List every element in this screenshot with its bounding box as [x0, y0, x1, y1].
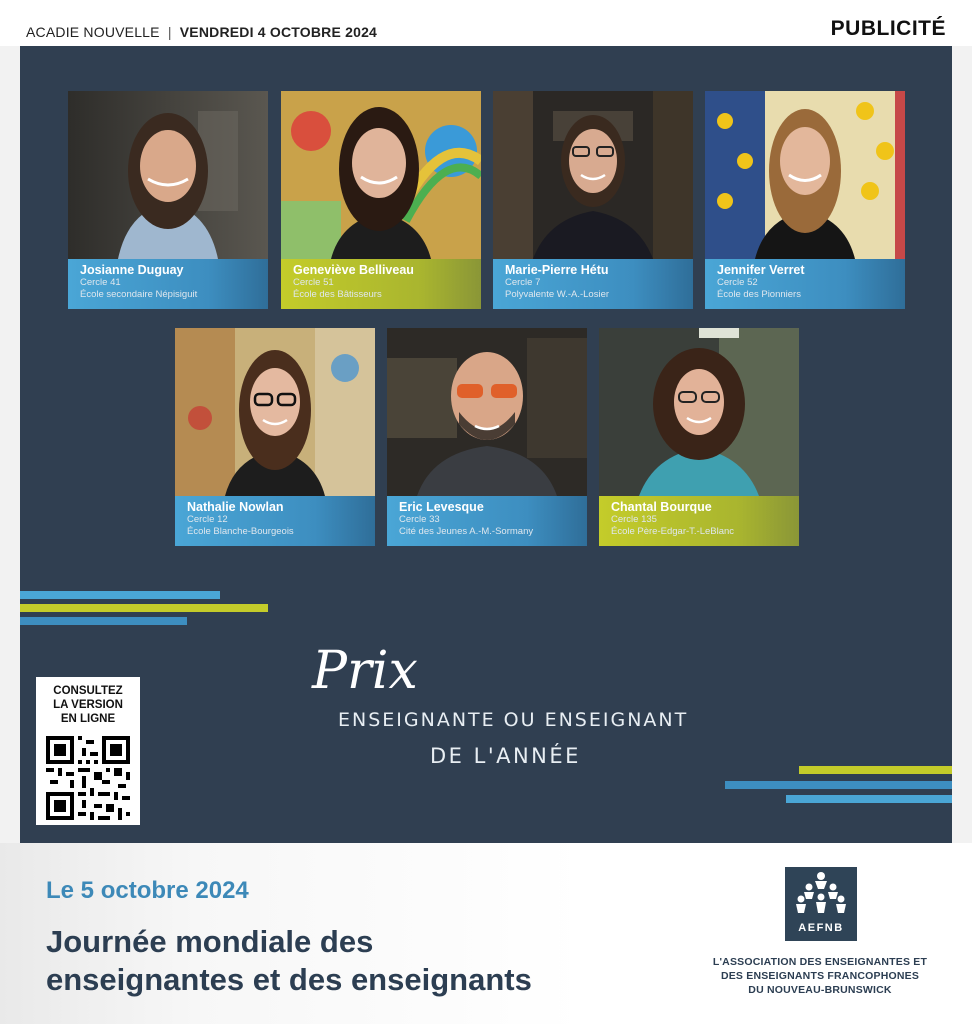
- teacher-card: [493, 91, 693, 309]
- teacher-caption: [387, 496, 587, 546]
- teacher-card: [705, 91, 905, 309]
- decorative-stripe: [20, 604, 268, 612]
- teacher-circle: Cercle 7: [505, 277, 541, 288]
- qr-label-line1: CONSULTEZ: [53, 685, 123, 697]
- decorative-stripe: [20, 591, 220, 599]
- teacher-circle: Cercle 12: [187, 514, 228, 525]
- teacher-school: École Blanche-Bourgeois: [187, 526, 294, 537]
- teacher-caption: [68, 259, 268, 309]
- event-title: [46, 923, 686, 999]
- teacher-photo: [387, 328, 587, 496]
- organization-name: [700, 955, 940, 997]
- award-panel: [20, 46, 952, 843]
- event-title-line1: Journée mondiale des: [46, 924, 374, 959]
- teacher-photo: [175, 328, 375, 496]
- decorative-stripe: [786, 795, 952, 803]
- teacher-circle: Cercle 52: [717, 277, 758, 288]
- teacher-school: Cité des Jeunes A.-M.-Sormany: [399, 526, 534, 537]
- qr-code-box[interactable]: [36, 677, 140, 825]
- teacher-photo: [599, 328, 799, 496]
- decorative-stripe: [799, 766, 952, 774]
- teacher-school: Polyvalente W.-A.-Losier: [505, 289, 610, 300]
- teacher-school: École des Bâtisseurs: [293, 289, 382, 300]
- teacher-caption: [175, 496, 375, 546]
- teacher-name: Jennifer Verret: [717, 263, 805, 277]
- masthead: [0, 0, 972, 46]
- award-title-line2: DE L'ANNÉE: [430, 744, 581, 768]
- teacher-circle: Cercle 51: [293, 277, 334, 288]
- teacher-name: Nathalie Nowlan: [187, 500, 284, 514]
- teacher-photo: [68, 91, 268, 259]
- teacher-caption: [281, 259, 481, 309]
- teacher-card: [175, 328, 375, 546]
- event-title-line2: enseignantes et des enseignants: [46, 962, 532, 997]
- teacher-name: Chantal Bourque: [611, 500, 712, 514]
- decorative-stripe: [20, 617, 187, 625]
- organization-name-line2: DES ENSEIGNANTS FRANCOPHONES: [720, 970, 920, 982]
- teacher-circle: Cercle 41: [80, 277, 121, 288]
- teacher-name: Geneviève Belliveau: [293, 263, 414, 277]
- event-date: Le 5 octobre 2024: [46, 877, 249, 904]
- teacher-card: [599, 328, 799, 546]
- teacher-circle: Cercle 135: [611, 514, 657, 525]
- teacher-caption: [705, 259, 905, 309]
- organization-name-line3: DU NOUVEAU-BRUNSWICK: [748, 984, 892, 996]
- teacher-name: Eric Levesque: [399, 500, 484, 514]
- teacher-photo: [493, 91, 693, 259]
- people-logo-icon: [796, 872, 846, 913]
- prix-script-text: Prix: [312, 641, 418, 701]
- publication-line: [26, 24, 377, 40]
- teacher-name: Marie-Pierre Hétu: [505, 263, 609, 277]
- teacher-photo: [281, 91, 481, 259]
- publication-name: ACADIE NOUVELLE: [26, 24, 160, 40]
- organization-name-line1: L'ASSOCIATION DES ENSEIGNANTES ET: [712, 956, 928, 968]
- teacher-name: Josianne Duguay: [80, 263, 184, 277]
- teacher-card: [387, 328, 587, 546]
- teacher-caption: [599, 496, 799, 546]
- issue-date: VENDREDI 4 OCTOBRE 2024: [179, 24, 378, 40]
- teacher-circle: Cercle 33: [399, 514, 440, 525]
- teacher-school: École Père-Edgar-T.-LeBlanc: [611, 526, 735, 537]
- aefnb-logo: [785, 867, 857, 941]
- prix-script-title: [302, 630, 462, 720]
- teacher-caption: [493, 259, 693, 309]
- qr-label-line3: EN LIGNE: [60, 713, 116, 725]
- teacher-school: École des Pionniers: [717, 289, 801, 300]
- footer-banner: [0, 843, 972, 1024]
- decorative-stripe: [725, 781, 952, 789]
- teacher-photo: [705, 91, 905, 259]
- qr-code-icon[interactable]: [46, 736, 130, 820]
- teacher-school: École secondaire Népisiguit: [80, 289, 198, 300]
- teacher-card: [68, 91, 268, 309]
- qr-label-line2: LA VERSION: [53, 699, 123, 711]
- advertisement-label: PUBLICITÉ: [830, 17, 946, 40]
- masthead-separator: |: [167, 24, 172, 40]
- teacher-card: [281, 91, 481, 309]
- aefnb-acronym: AEFNB: [798, 922, 844, 934]
- award-title-line1: ENSEIGNANTE OU ENSEIGNANT: [338, 709, 689, 731]
